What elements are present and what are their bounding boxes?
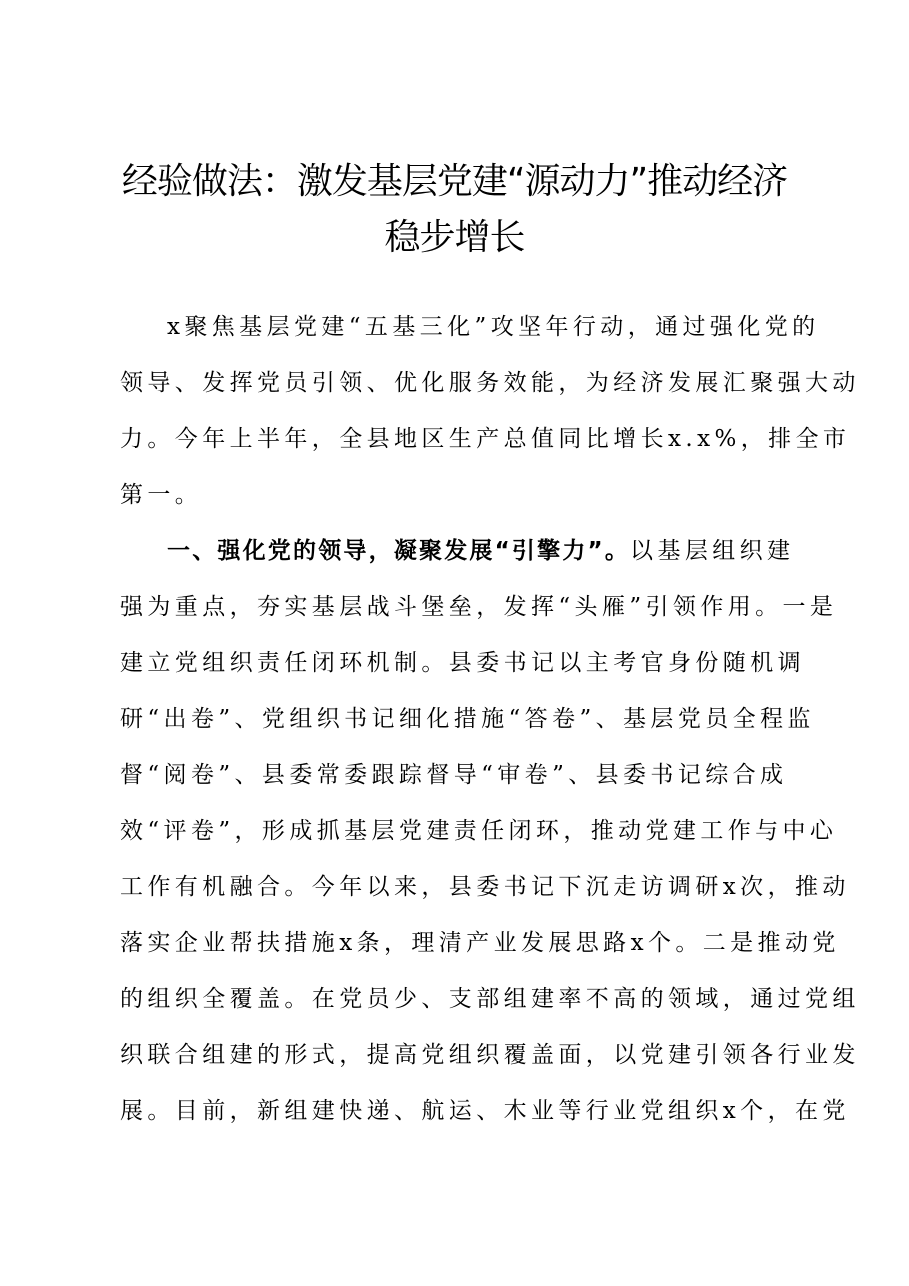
- section1-line-3: 研“出卷”、党组织书记细化措施“答卷”、基层党员全程监: [120, 706, 815, 732]
- section1-line-5: 效“评卷”，形成抓基层党建责任闭环，推动党建工作与中心: [120, 818, 838, 844]
- section1-heading-rest: 以基层组织建: [630, 538, 795, 564]
- section1-heading: 一、强化党的领导，凝聚发展“引擎力”。: [167, 538, 631, 564]
- intro-line-1: x聚焦基层党建“五基三化”攻坚年行动，通过强化党的: [167, 314, 820, 340]
- intro-line-3: 力。今年上半年，全县地区生产总值同比增长x.x%，排全市: [120, 426, 851, 452]
- section1-heading-line: [167, 535, 847, 567]
- section1-line-1: 强为重点，夯实基层战斗堡垒，发挥“头雁”引领作用。一是: [120, 594, 838, 620]
- section1-line-2: 建立党组织责任闭环机制。县委书记以主考官身份随机调: [120, 650, 805, 676]
- intro-line-4: 第一。: [120, 482, 203, 508]
- document-title-line-2: 稳步增长: [384, 217, 525, 258]
- document-title-line-1: 经验做法：激发基层党建“源动力”推动经济: [121, 161, 788, 202]
- section1-line-6: 工作有机融合。今年以来，县委书记下沉走访调研x次，推动: [120, 874, 850, 900]
- section1-line-9: 织联合组建的形式，提高党组织覆盖面，以党建引领各行业发: [120, 1042, 860, 1068]
- section1-line-4: 督“阅卷”、县委常委跟踪督导“审卷”、县委书记综合成: [120, 762, 788, 788]
- section1-line-8: 的组织全覆盖。在党员少、支部组建率不高的领域，通过党组: [120, 986, 860, 1012]
- section1-line-10: 展。目前，新组建快递、航运、木业等行业党组织x个，在党: [120, 1098, 850, 1124]
- section1-line-7: 落实企业帮扶措施x条，理清产业发展思路x个。二是推动党: [120, 930, 840, 956]
- intro-line-2: 领导、发挥党员引领、优化服务效能，为经济发展汇聚强大动: [120, 370, 860, 396]
